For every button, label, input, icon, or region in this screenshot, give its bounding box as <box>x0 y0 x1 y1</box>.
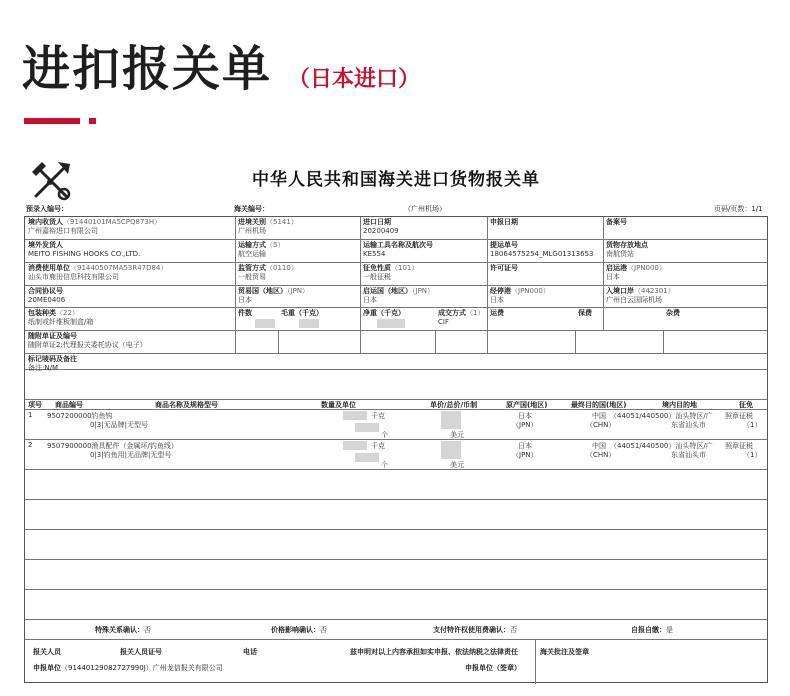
page-subtitle: （日本进口） <box>288 67 421 92</box>
consignee-cell: 境内收货人（91440101MA5CPQ873H） 广州嘉裕进口有限公司 <box>28 218 162 235</box>
origin-country-cell: 启运国（地区）（JPN） 日本 <box>363 287 435 304</box>
goods-dest: 中国 <box>592 412 606 420</box>
goods-levy: 照章征税 <box>725 442 753 450</box>
page-number: 页码/页数：1/1 <box>714 205 763 213</box>
declare-date-cell: 申报日期 <box>490 218 518 226</box>
redacted-block <box>377 319 405 328</box>
goods-hs-code: 9507900000渔具配件（金属环/钓鱼线） <box>47 442 178 450</box>
redacted-block <box>299 319 319 328</box>
goods-levy-code: （1） <box>743 421 762 429</box>
trade-country-cell: 贸易国（地区）（JPN） 日本 <box>238 287 310 304</box>
customs-location: （广州机场） <box>404 205 446 213</box>
redacted-block <box>355 453 379 462</box>
goods-hs-code: 9507200000钓鱼钩 <box>47 412 113 420</box>
form-grid <box>24 216 768 683</box>
redacted-block <box>343 441 367 450</box>
goods-domestic-dest: （44051/440500）汕头特区/广 <box>610 412 713 420</box>
redacted-block <box>255 319 275 328</box>
transport-tool-cell: 运输工具名称及航次号 KE554 <box>363 241 433 258</box>
goods-unit-1: 千克 <box>371 442 385 450</box>
goods-levy: 照章征税 <box>725 412 753 420</box>
levy-nature-cell: 征免性质（101） 一般征税 <box>363 264 419 281</box>
price-impact: 价格影响确认：否 <box>271 626 327 634</box>
goods-col-qty: 数量及单位 <box>321 401 356 409</box>
gross-weight-cell: 毛重（千克） <box>281 309 323 317</box>
transaction-mode-cell: 成交方式（1） CIF <box>438 309 485 326</box>
page-title: 进扣报关单 <box>22 41 273 97</box>
goods-origin-code: （JPN） <box>512 451 538 459</box>
phone-label: 电话 <box>243 648 257 656</box>
goods-col-name: 商品名称及规格型号 <box>155 401 218 409</box>
license-no-cell: 许可证号 <box>490 264 518 272</box>
goods-dest-code: （CHN） <box>586 421 616 429</box>
special-relation: 特殊关系确认：否 <box>95 626 151 634</box>
goods-currency: 美元 <box>450 461 464 469</box>
goods-spec: 0|3|钓鱼用|无品牌|无型号 <box>90 451 172 459</box>
goods-col-domestic: 境内目的地 <box>662 401 697 409</box>
freight-cell: 运费 <box>490 309 504 317</box>
storage-place-cell: 货物存放地点 南航货站 <box>606 241 648 258</box>
declaration-form <box>24 148 768 683</box>
goods-dest: 中国 <box>592 442 606 450</box>
entry-port-cell: 入境口岸（442301） 广州白云国际机场 <box>606 287 675 304</box>
pre-entry-label: 预录入编号： <box>26 205 68 213</box>
goods-currency: 美元 <box>450 431 464 439</box>
goods-dest-code: （CHN） <box>586 451 616 459</box>
goods-unit-1: 千克 <box>371 412 385 420</box>
departure-port-cell: 启运港（JPN000） 日本 <box>606 264 666 281</box>
redacted-block <box>441 441 461 459</box>
redacted-block <box>441 411 461 429</box>
declare-seal-label: 申报单位（签章） <box>465 664 521 672</box>
consignor-cell: 境外发货人 MEITO FISHING HOOKS CO.,LTD. <box>28 241 141 258</box>
self-pay: 自报自缴：是 <box>631 626 673 634</box>
declarant-cert-label: 报关人员证号 <box>120 648 162 656</box>
goods-origin-code: （JPN） <box>512 421 538 429</box>
declare-unit: 申报单位（91440129082727990J）广州龙信报关有限公司 <box>33 664 223 672</box>
pieces-cell: 件数 <box>238 309 252 317</box>
goods-unit-2: 个 <box>381 431 388 439</box>
redacted-block <box>355 423 379 432</box>
declarant-label: 报关人员 <box>33 648 61 656</box>
customs-approval-label: 海关批注及签章 <box>540 648 589 656</box>
goods-col-hs: 商品编号 <box>55 401 83 409</box>
package-type-cell: 包装种类（22） 纸制或纤维板制盒/箱 <box>28 309 94 326</box>
royalty-confirm: 支付特许权使用费确认：否 <box>433 626 517 634</box>
marks-cell: 标记唛码及备注 备注:N/M <box>28 355 77 372</box>
goods-col-price: 单价/总价/币制 <box>430 401 478 409</box>
goods-origin: 日本 <box>518 442 532 450</box>
goods-col-item: 项号 <box>28 401 42 409</box>
bill-no-cell: 提运单号 18064575254_MLG01313653 <box>490 241 594 258</box>
record-no-cell: 备案号 <box>606 218 627 226</box>
supervision-cell: 监管方式（0110） 一般贸易 <box>238 264 298 281</box>
goods-unit-2: 个 <box>381 461 388 469</box>
goods-col-levy: 征免 <box>739 401 753 409</box>
redacted-block <box>343 411 367 420</box>
attached-docs-cell: 随附单证及编号 随附单证2:代理报关委托协议（电子） <box>28 332 147 349</box>
declare-port-cell: 进境关别（5141） 广州机场 <box>238 218 298 235</box>
goods-levy-code: （1） <box>743 451 762 459</box>
import-date-cell: 进口日期 20200409 <box>363 218 399 235</box>
contract-no-cell: 合同协议号 20ME0406 <box>28 287 66 304</box>
accent-dot <box>89 118 96 124</box>
goods-domestic-dest: （44051/440500）汕头特区/广 <box>610 442 713 450</box>
transit-port-cell: 经停港（JPN000） 日本 <box>490 287 550 304</box>
goods-origin: 日本 <box>518 412 532 420</box>
insurance-cell: 保费 <box>578 309 592 317</box>
goods-item-no: 1 <box>28 411 33 419</box>
consumer-cell: 消费使用单位（91440507MA53R47D84） 汕头市鹿田信息科技有限公司 <box>28 264 168 281</box>
goods-domestic-dest-2: 东省汕头市 <box>671 451 706 459</box>
misc-fee-cell: 杂费 <box>666 309 680 317</box>
customs-no-label: 海关编号： <box>234 205 269 213</box>
legal-statement: 兹申明对以上内容承担如实申报、依法纳税之法律责任 <box>350 648 518 656</box>
goods-spec: 0|3|无品牌|无型号 <box>90 421 148 429</box>
goods-col-dest: 最终目的国(地区) <box>571 401 627 409</box>
form-title: 中华人民共和国海关进口货物报关单 <box>252 170 540 190</box>
goods-domestic-dest-2: 东省汕头市 <box>671 421 706 429</box>
goods-col-origin: 原产国(地区) <box>506 401 548 409</box>
transport-mode-cell: 运输方式（5） 航空运输 <box>238 241 285 258</box>
net-weight-cell: 净重（千克） <box>363 309 405 317</box>
accent-bar <box>24 118 80 124</box>
goods-item-no: 2 <box>28 441 33 449</box>
